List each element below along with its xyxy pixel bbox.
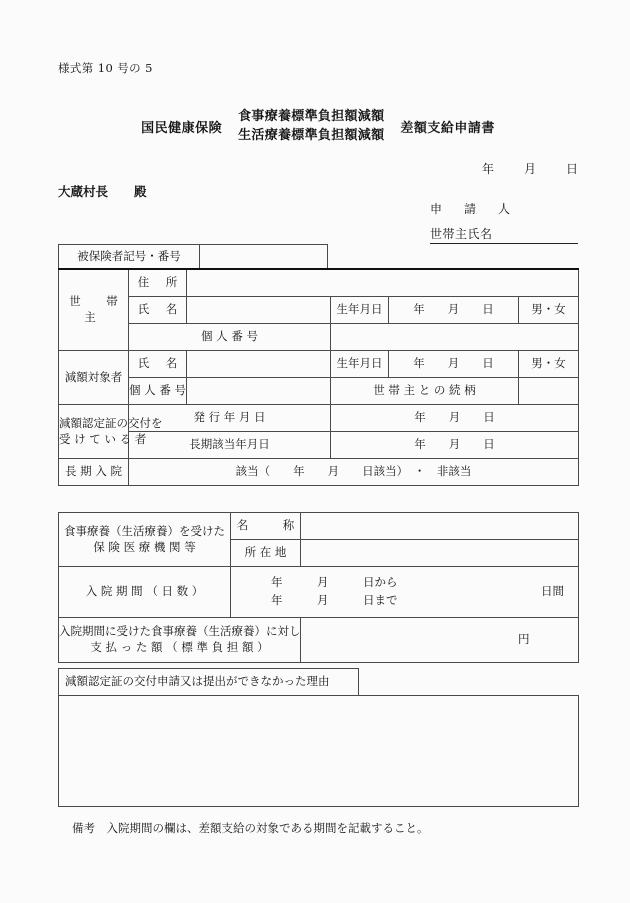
title-application-type: 差額支給申請書 — [400, 121, 495, 137]
form-note: 備考 入院期間の欄は、差額支給の対象である期間を記載すること。 — [72, 821, 429, 835]
paid-amount-label-line1: 入院期間に受けた食事療養（生活療養）に対し — [59, 624, 301, 639]
longterm-admission-value[interactable]: 該当（ 年 月 日該当） ・ 非該当 — [129, 459, 579, 486]
householder-name-label: 世帯主氏名 — [430, 225, 493, 244]
target-person-name-value[interactable] — [187, 351, 331, 378]
target-person-section-label: 減額対象者 — [59, 351, 129, 405]
certificate-longterm-date-value[interactable]: 年 月 日 — [331, 432, 579, 459]
longterm-admission-label: 長 期 入 院 — [59, 459, 129, 486]
householder-birth-label: 生年月日 — [331, 297, 389, 324]
paid-amount-currency-unit: 円 — [518, 632, 530, 647]
table-row-reason-label — [59, 669, 579, 696]
admission-period-days-unit: 日間 — [541, 584, 564, 599]
paid-amount-value-cell[interactable] — [301, 618, 579, 663]
target-person-relation-value[interactable] — [519, 378, 579, 405]
target-person-mynumber-value[interactable] — [187, 378, 331, 405]
target-person-relation-label: 世 帯 主 と の 続 柄 — [331, 378, 519, 405]
target-person-birth-value[interactable]: 年 月 日 — [389, 351, 519, 378]
table-row-certificate-issue — [59, 405, 579, 432]
householder-birth-value[interactable]: 年 月 日 — [389, 297, 519, 324]
admission-period-from[interactable]: 年 月 日から — [271, 575, 398, 590]
medical-institution-address-value[interactable] — [301, 540, 579, 567]
table-row-paid-amount — [59, 618, 579, 663]
paid-amount-label-line2: 支 払 っ た 額 （ 標 準 負 担 額 ） — [90, 640, 269, 654]
certificate-longterm-date-label: 長期該当年月日 — [129, 432, 331, 459]
table-row-householder-mynumber — [59, 324, 579, 351]
submission-date — [482, 160, 578, 177]
reason-table — [58, 668, 579, 807]
form-number: 様式第 10 号の 5 — [58, 61, 153, 75]
addressee — [58, 182, 147, 200]
table-row-target-mynumber — [59, 378, 579, 405]
applicant-details-table — [58, 268, 579, 486]
paid-amount-label — [59, 618, 301, 663]
admission-period-to[interactable]: 年 月 日まで — [271, 593, 398, 607]
certificate-issue-date-value[interactable]: 年 月 日 — [331, 405, 579, 432]
treatment-details-table — [58, 512, 579, 663]
householder-mynumber-value[interactable] — [331, 324, 579, 351]
medical-institution-address-label: 所 在 地 — [231, 540, 301, 567]
medical-institution-label-line1: 食事療養（生活療養）を受けた — [64, 523, 225, 538]
title-insurance-name: 国民健康保険 — [141, 121, 223, 137]
admission-period-label: 入 院 期 間 （ 日 数 ） — [59, 567, 231, 618]
insured-number-label: 被保険者記号・番号 — [59, 245, 200, 270]
table-row-institution-name — [59, 513, 579, 540]
householder-name-input[interactable] — [493, 230, 578, 244]
table-row — [59, 245, 328, 270]
table-row-longterm-admission — [59, 459, 579, 486]
table-row-reason-area — [59, 695, 579, 806]
title-subject-lines — [238, 108, 384, 146]
target-person-name-label: 氏 名 — [129, 351, 187, 378]
table-row-admission-period — [59, 567, 579, 618]
reason-input-area[interactable] — [59, 695, 579, 806]
householder-address-value[interactable] — [187, 269, 579, 297]
admission-period-value[interactable] — [231, 567, 579, 618]
insured-number-table — [58, 244, 328, 270]
target-person-sex-label[interactable]: 男・女 — [519, 351, 579, 378]
certificate-section-label-line2: 受 け て い る 者 — [59, 431, 147, 446]
form-title — [58, 108, 578, 146]
title-line-living: 生活療養標準負担額減額 — [238, 127, 385, 143]
date-month-label: 月 — [523, 162, 536, 176]
title-line-meal: 食事療養標準負担額減額 — [238, 109, 385, 124]
addressee-honorific: 殿 — [134, 184, 147, 199]
householder-mynumber-label: 個 人 番 号 — [129, 324, 331, 351]
certificate-section-label-line1: 減額認定証の交付を — [59, 415, 163, 430]
table-row-householder-address — [59, 269, 579, 297]
householder-name-row — [430, 225, 578, 244]
reason-label: 減額認定証の交付申請又は提出ができなかった理由 — [59, 669, 359, 696]
medical-institution-label-line2: 保 険 医 療 機 関 等 — [93, 539, 196, 554]
medical-institution-name-label: 名 称 — [231, 513, 301, 540]
medical-institution-name-value[interactable] — [301, 513, 579, 540]
date-year-label: 年 — [481, 162, 494, 176]
certificate-issue-date-label: 発 行 年 月 日 — [129, 405, 331, 432]
householder-sex-label[interactable]: 男・女 — [519, 297, 579, 324]
householder-name-value[interactable] — [187, 297, 331, 324]
applicant-block — [430, 200, 578, 244]
applicant-label: 申 請 人 — [430, 202, 516, 216]
householder-section-label: 世 帯 主 — [59, 269, 129, 351]
date-day-label: 日 — [565, 162, 578, 176]
householder-address-label: 住 所 — [129, 269, 187, 297]
target-person-mynumber-label: 個 人 番 号 — [129, 378, 187, 405]
medical-institution-section-label — [59, 513, 231, 567]
reason-label-spacer — [359, 669, 579, 696]
target-person-birth-label: 生年月日 — [331, 351, 389, 378]
addressee-name: 大蔵村長 — [58, 184, 109, 199]
certificate-section-label — [59, 405, 163, 459]
householder-name-label-cell: 氏 名 — [129, 297, 187, 324]
table-row-target-name — [59, 351, 579, 378]
insured-number-value[interactable] — [200, 245, 328, 270]
